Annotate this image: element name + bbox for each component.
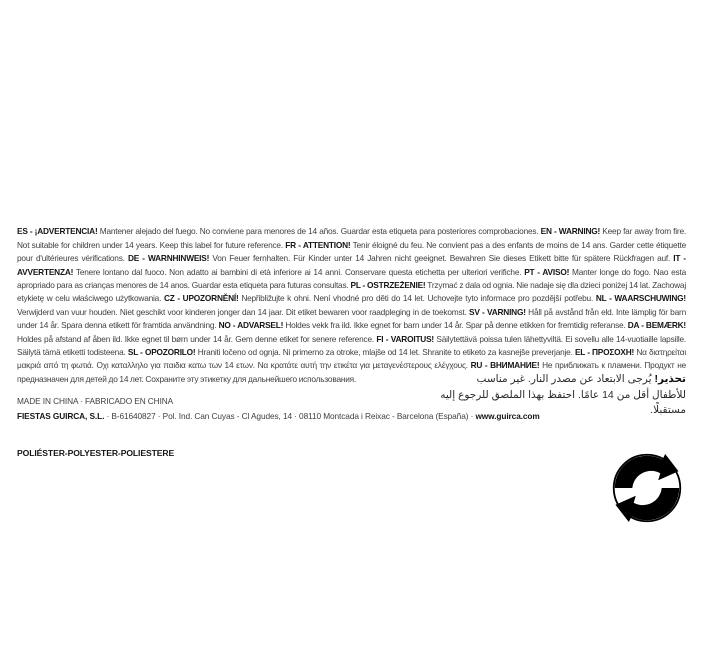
- language-warning-tag: DE - WARNHINWEIS!: [127, 253, 210, 264]
- language-warning-tag: RU - ВНИМАНИЕ!: [470, 360, 540, 371]
- language-warning-tag: NO - ADVARSEL!: [218, 320, 284, 331]
- language-warning-tag: IT - AVVERTENZA!: [17, 253, 686, 277]
- company-name: FIESTAS GUIRCA, S.L.: [17, 410, 105, 421]
- language-warning-tag: NL - WAARSCHUWING!: [595, 293, 686, 304]
- language-warning-tag: FR - ATTENTION!: [285, 239, 351, 250]
- language-warning-tag: SV - VARNING!: [469, 306, 526, 317]
- language-warning-tag: CZ - UPOZORNĚNÍ!: [163, 293, 239, 304]
- material-line: POLIÉSTER-POLYESTER-POLIESTERE: [17, 448, 175, 459]
- language-warning-tag: EN - WARNING!: [540, 226, 601, 237]
- language-warning-tag: PL - OSTRZEŻENIE!: [350, 279, 426, 290]
- label-content: [17, 217, 686, 458]
- language-warning-tag: ES - ¡ADVERTENCIA!: [17, 226, 98, 237]
- arabic-warning-text: يُرجى الابتعاد عن مصدر النار. غير مناسب للأطفال أقل من 14 عامًا. احتفظ بهذا الملصق للرجوع إليه مستقبلًا.: [440, 373, 686, 417]
- language-warning-tag: FI - VAROITUS!: [376, 333, 434, 344]
- arabic-warning: [440, 372, 686, 419]
- language-warning-tag: PT - AVISO!: [524, 266, 570, 277]
- company-website: www.guirca.com: [475, 410, 540, 421]
- language-warning-tag: SL - OPOZORILO!: [127, 346, 196, 357]
- made-in-line: MADE IN CHINA · FABRICADO EN CHINA: [17, 396, 174, 407]
- company-details: · B-61640827 · Pol. Ind. Can Cuyas - Cl Agudes, 14 · 08110 Montcada i Reixac - Barcelona (España) ·: [106, 410, 474, 421]
- arabic-warning-tag: تحذير!: [654, 373, 686, 386]
- language-warning-tag: EL - ΠΡΟΣΟΧΗ!: [574, 346, 635, 357]
- bottom-block: [17, 373, 686, 459]
- green-dot-recycling-icon: [612, 453, 682, 523]
- language-warning-tag: DA - BEMÆRK!: [627, 320, 686, 331]
- warnings-paragraph: ES - ¡ADVERTENCIA! Mantener alejado del fuego. No conviene para menores de 14 años. Guardar esta etiqueta para posteriores comprobaciones. EN - WARNING! Keep far away from fire. Not suitable for children under 14 years. Keep this label for future reference. FR - ATTENTION! Tenir éloigné du feu. Ne convient pas a des enfants de moins de 14 ans. Garder cette étiquette pour d'ultérieures vérifications. DE - WARNHINWEIS! Von Feuer fernhalten. Für Kinder unter 14 Jahren nicht geeignet. Bewahren Sie dieses Etikett bitte für spätere Rückfragen auf. IT - AVVERTENZA! Tenere lontano dal fuoco. Non adatto ai bambini di età inferiore ai 14 anni. Conservare questa etichetta per ulteriori verifiche. PT - AVISO! Manter longe do fogo. Nao esta apropriado para as crianças menores de 14 anos. Guardar esta etiqueta para futuras consultas. PL - OSTRZEŻENIE! Trzymać z dala od ognia. Nie nadaje się dla dzieci poniżej 14 lat. Zachowaj etykietę w celu właściwego użytkowania. CZ - UPOZORNĚNÍ! Nepřibližujte k ohni. Není vhodné pro děti do 14 let. Uchovejte tyto informace pro pozdější potřebu. NL - WAARSCHUWING! Verwijderd van vuur houden. Niet geschikt voor kinderen jonger dan 14 jaar. Dit etiket bewaren voor raadpleging in de toekomst. SV - VARNING! Håll på avstånd från eld. Inte lämplig för barn under 14 år. Spara denna etikett för framtida användning. NO - ADVARSEL! Holdes vekk fra ild. Ikke egnet for barn under 14 år. Spar på denne etikken for fremtidig referanse. DA - BEMÆRK! Holdes på afstand af åben ild. Ikke egnet til børn under 14 år. Gem denne etiket for senere reference. FI - VAROITUS! Säilytettävä poissa tulen lähettyviltä. Ei sovellu alle 14-vuotiaille lapsille. Säilytä tämä etiketti todisteena. SL - OPOZORILO! Hraniti ločeno od ognja. Ni primerno za otroke, mlajše od 14 let. Shranite to etiketo za kasnejše preverjanje. EL - ΠΡΟΣΟΧΗ! Να διατηρείται μακριά από τη φωτιά. Οχι καταλληλο για παιδια κατω των 14 ετων. Να κρατάτε αυτή την ετικέτα για μεταγενέστερους ελέγχους. RU - ВНИМАНИЕ! Не приближать к пламени. Продукт не предназначен для детей до 14 лет. Сохраните эту этикетку для дальнейшего использования.: [17, 226, 687, 384]
